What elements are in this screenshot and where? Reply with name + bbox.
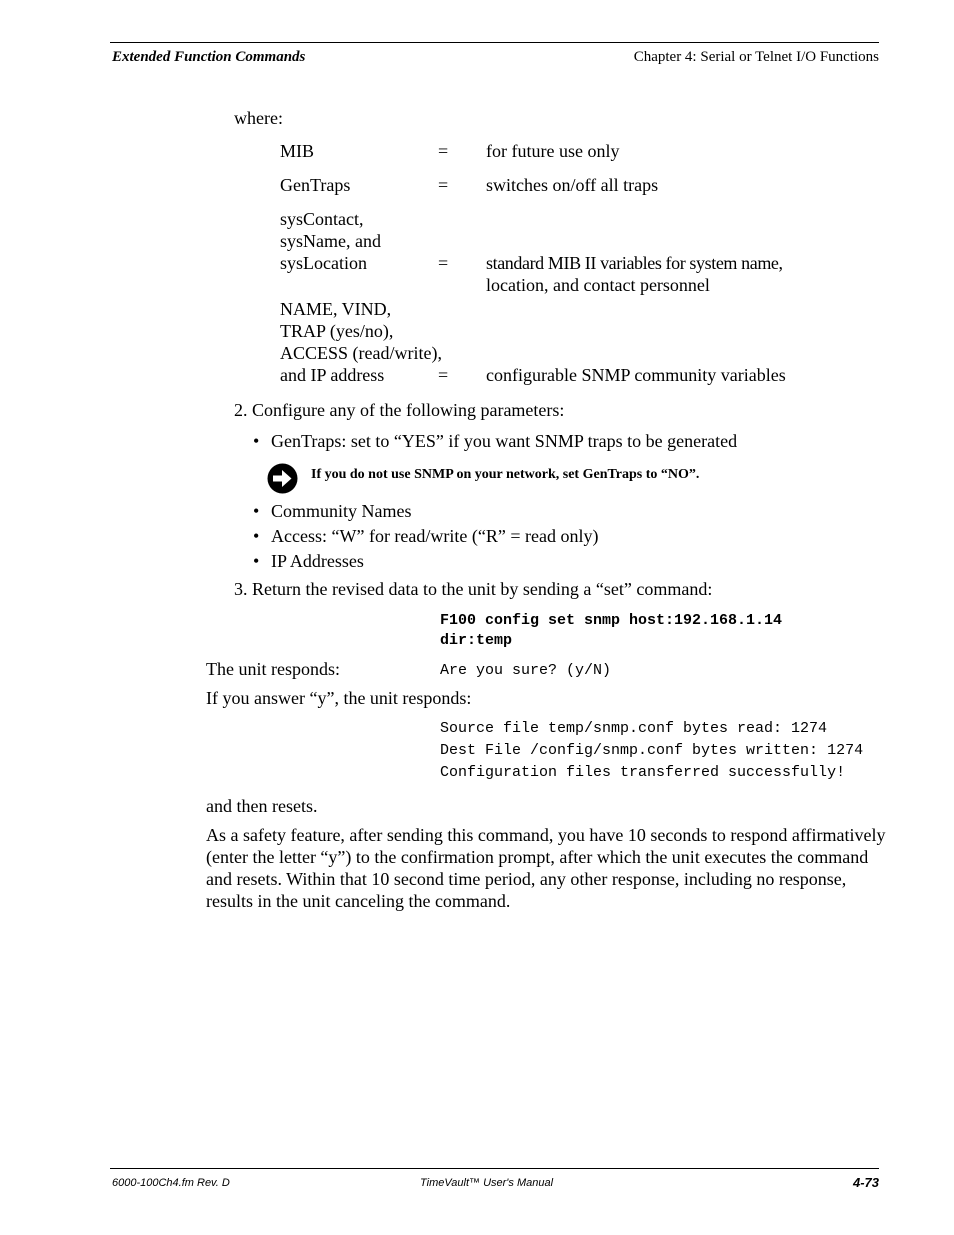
command-line: F100 config set snmp host:192.168.1.14 xyxy=(440,612,783,629)
step-3-heading: 3. Return the revised data to the unit by sending a “set” command: xyxy=(234,579,713,599)
where-label: where: xyxy=(234,108,283,128)
footer-rule xyxy=(110,1168,879,1169)
definition-description: standard MIB II variables for system name, xyxy=(486,253,783,273)
definition-description: for future use only xyxy=(486,141,620,161)
header-section-title: Extended Function Commands xyxy=(112,49,306,65)
definition-equals: = xyxy=(438,175,449,195)
definition-description: switches on/off all traps xyxy=(486,175,659,195)
definition-term: TRAP (yes/no), xyxy=(280,321,394,341)
unit-responds-value: Are you sure? (y/N) xyxy=(440,662,612,679)
definition-equals: = xyxy=(438,141,449,161)
page-number: 4-73 xyxy=(852,1175,879,1190)
and-then-text: and then resets. xyxy=(206,796,318,816)
header-rule xyxy=(110,42,879,43)
definition-term: and IP address xyxy=(280,365,385,385)
bullet-marker: • xyxy=(253,551,260,571)
command-line: dir:temp xyxy=(440,632,513,649)
response-line: Source file temp/snmp.conf bytes read: 1274 xyxy=(440,720,828,737)
note-text: If you do not use SNMP on your network, set GenTraps to “NO”. xyxy=(311,467,700,482)
definition-term: NAME, VIND, xyxy=(280,299,392,319)
list-item: IP Addresses xyxy=(271,551,364,571)
safety-paragraph: As a safety feature, after sending this command, you have 10 seconds to respond affirmatively (enter the letter “y”) to the confirmation prompt, after which the unit executes the command and resets. Within that 10 second time period, any other response, including no response, results in the unit canceling the command. xyxy=(206,825,886,911)
footer-file-revision: 6000-100Ch4.fm Rev. D xyxy=(112,1177,230,1189)
definition-term: sysContact, xyxy=(280,209,364,229)
definition-term: sysLocation xyxy=(280,253,367,273)
arrow-right-circle-icon xyxy=(267,463,298,494)
header-chapter-title: Chapter 4: Serial or Telnet I/O Functions xyxy=(633,49,879,65)
if-answer-text: If you answer “y”, the unit responds: xyxy=(206,688,472,708)
bullet-gentraps: GenTraps: set to “YES” if you want SNMP traps to be generated xyxy=(271,431,738,451)
bullet-marker: • xyxy=(253,526,260,546)
definition-equals: = xyxy=(438,365,449,385)
definition-term: GenTraps xyxy=(280,175,351,195)
list-item: Community Names xyxy=(271,501,412,521)
response-line: Dest File /config/snmp.conf bytes written: 1274 xyxy=(440,742,864,759)
definition-equals: = xyxy=(438,253,449,273)
definition-term: sysName, and xyxy=(280,231,381,251)
response-line: Configuration files transferred successfully! xyxy=(440,764,846,781)
definition-description: location, and contact personnel xyxy=(486,275,710,295)
unit-responds-label: The unit responds: xyxy=(206,659,340,679)
bullet-marker: • xyxy=(253,501,260,521)
step-2-heading: 2. Configure any of the following parameters: xyxy=(234,400,565,420)
definition-term: ACCESS (read/write), xyxy=(280,343,442,363)
definition-term: MIB xyxy=(280,141,315,161)
list-item: Access: “W” for read/write (“R” = read only) xyxy=(271,526,599,546)
footer-manual-title: TimeVault™ User's Manual xyxy=(420,1177,554,1189)
bullet-marker: • xyxy=(253,431,260,451)
definition-description: configurable SNMP community variables xyxy=(486,365,786,385)
